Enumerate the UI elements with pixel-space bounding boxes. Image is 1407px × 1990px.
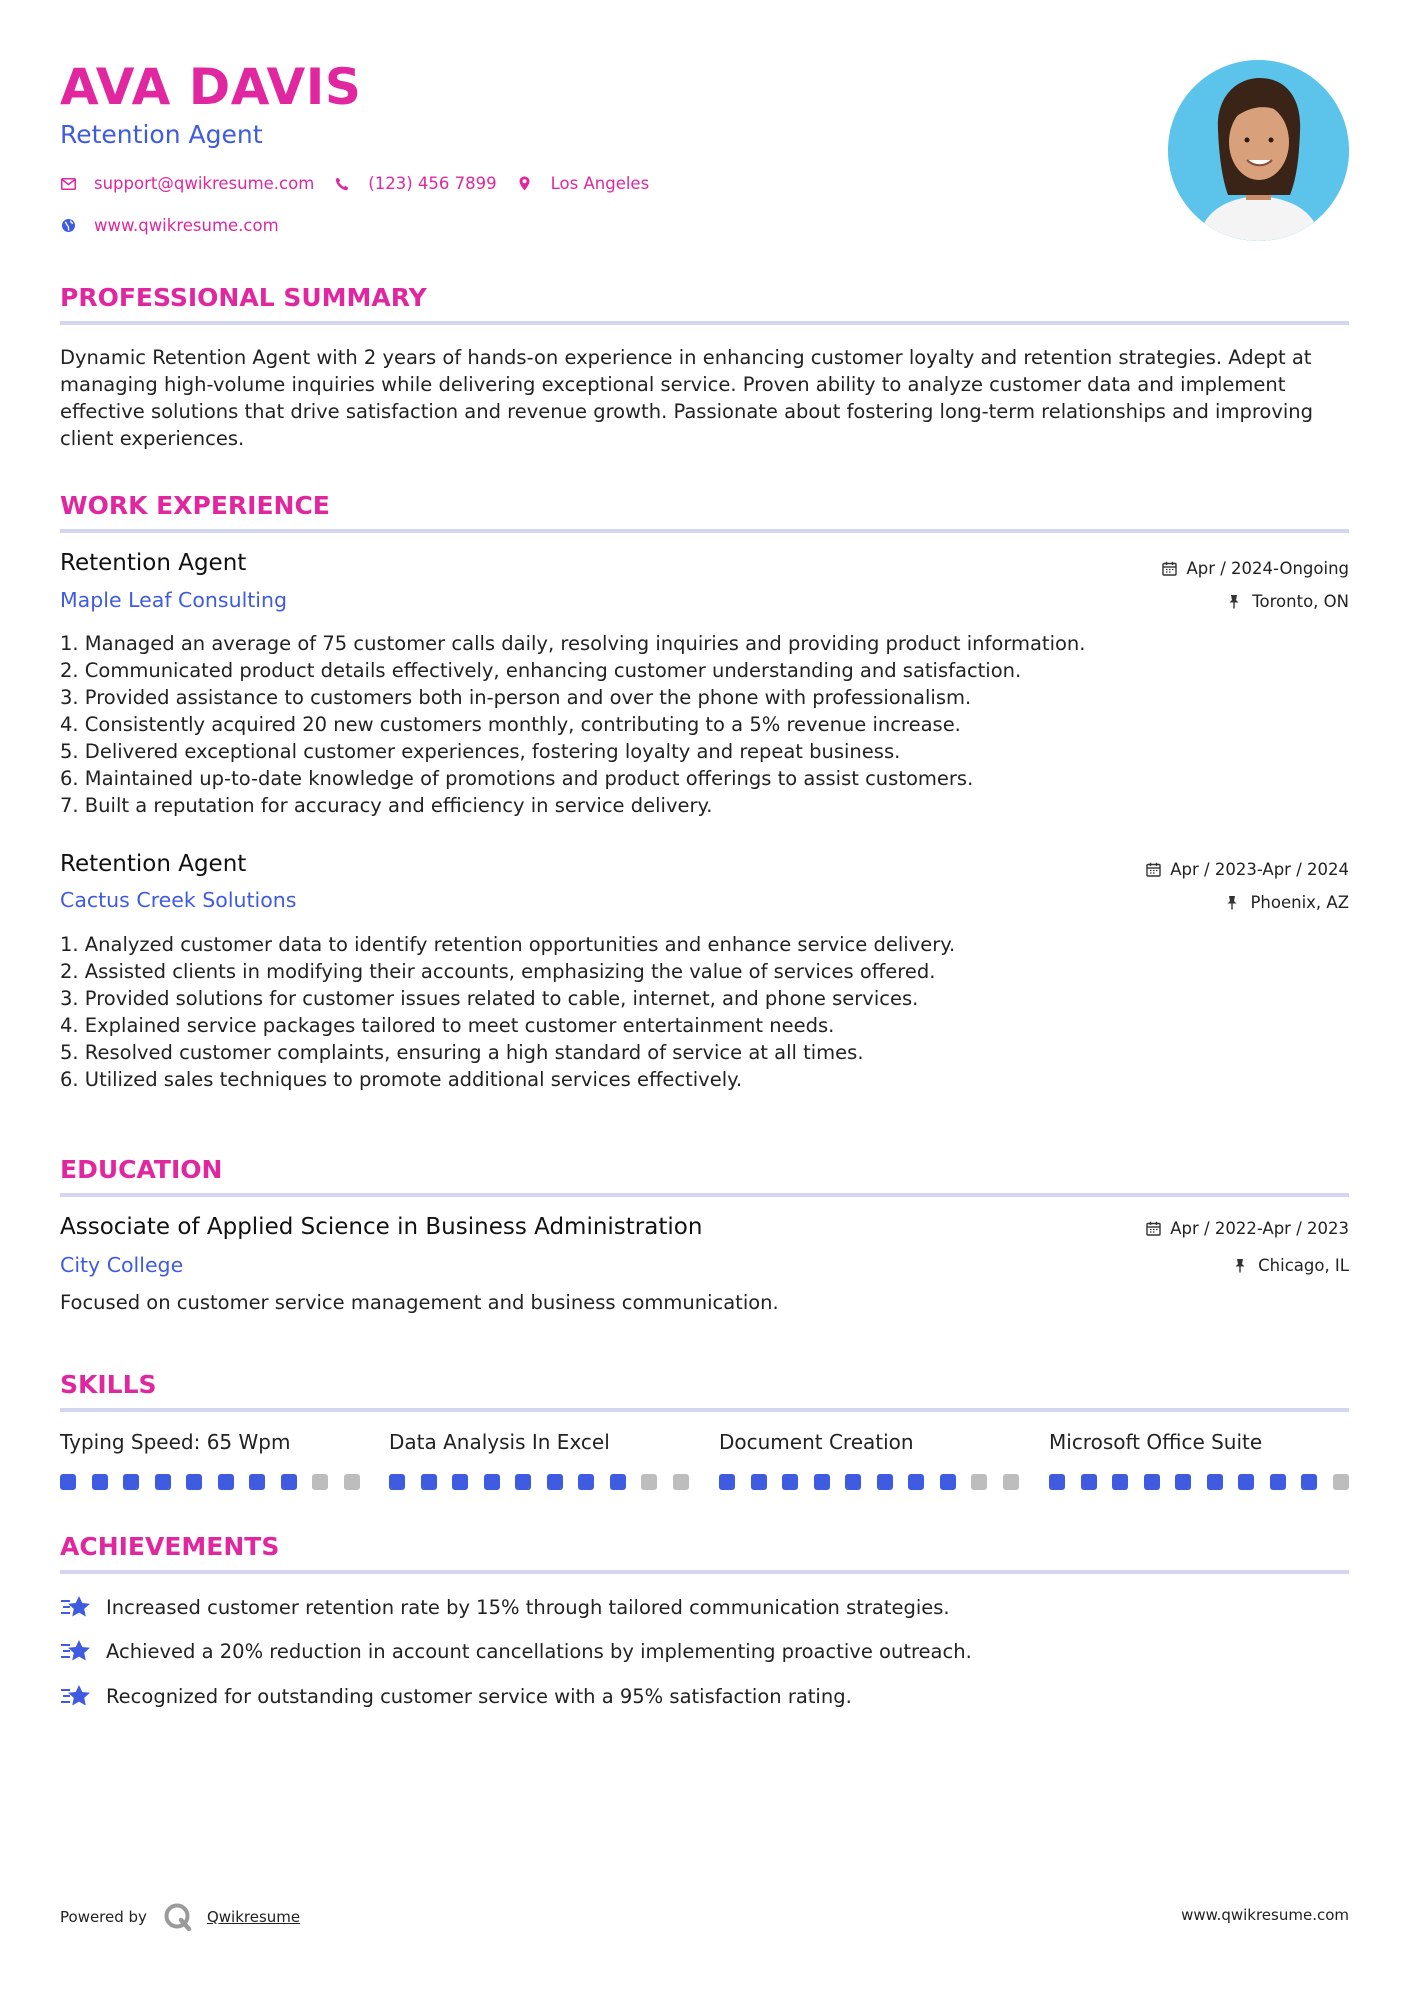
section-divider: [60, 1408, 1349, 1412]
footer-url[interactable]: www.qwikresume.com: [1181, 1906, 1349, 1924]
globe-icon: [60, 218, 76, 234]
rating-dot-filled: [92, 1474, 108, 1490]
envelope-icon: [60, 176, 76, 192]
rating-dot-empty: [1003, 1474, 1019, 1490]
section-divider: [60, 1193, 1349, 1197]
rating-dot-filled: [814, 1474, 830, 1490]
section-title-skills: SKILLS: [60, 1370, 157, 1399]
rating-dot-empty: [971, 1474, 987, 1490]
job-location-text: Phoenix, AZ: [1250, 893, 1349, 912]
rating-dot-filled: [908, 1474, 924, 1490]
education-location-text: Chicago, IL: [1258, 1256, 1349, 1275]
education-location: [1234, 1256, 1349, 1275]
rating-dot-filled: [281, 1474, 297, 1490]
location-text: Los Angeles: [550, 174, 650, 193]
list-item: 5. Delivered exceptional customer experiences, fostering loyalty and repeat business.: [60, 740, 901, 763]
achievement-item: [60, 1682, 852, 1710]
rating-dot-filled: [60, 1474, 76, 1490]
list-item: 3. Provided solutions for customer issues related to cable, internet, and phone services.: [60, 987, 919, 1010]
rating-dot-filled: [421, 1474, 437, 1490]
rating-dot-filled: [389, 1474, 405, 1490]
job-duties: [60, 931, 1350, 1093]
job-dates: [1162, 559, 1349, 578]
section-title-summary: PROFESSIONAL SUMMARY: [60, 283, 427, 312]
job-company: Maple Leaf Consulting: [60, 588, 288, 612]
education-school: City College: [60, 1253, 184, 1277]
list-item: 4. Explained service packages tailored to meet customer entertainment needs.: [60, 1014, 835, 1037]
map-pin-icon: [517, 176, 533, 192]
education-degree: Associate of Applied Science in Business Administration: [60, 1214, 703, 1240]
achievement-text: Achieved a 20% reduction in account cancellations by implementing proactive outreach.: [106, 1639, 972, 1663]
rating-dot-filled: [1301, 1474, 1317, 1490]
skill-item: [1049, 1430, 1349, 1490]
skill-name: Document Creation: [719, 1430, 914, 1454]
contact-row: [60, 174, 669, 193]
list-item: 1. Analyzed customer data to identify retention opportunities and enhance service delivery.: [60, 933, 956, 956]
skill-name: Typing Speed: 65 Wpm: [60, 1430, 291, 1454]
achievement-item: [60, 1593, 950, 1621]
rating-dot-empty: [312, 1474, 328, 1490]
rating-dot-filled: [186, 1474, 202, 1490]
job-duties: [60, 630, 1350, 819]
pushpin-icon: [1234, 1258, 1250, 1274]
rating-dot-filled: [1144, 1474, 1160, 1490]
star-icon: [60, 1682, 92, 1710]
job-title: Retention Agent: [60, 851, 247, 877]
skill-rating: [60, 1474, 360, 1490]
qwikresume-link[interactable]: Qwikresume: [206, 1908, 301, 1926]
skill-rating: [1049, 1474, 1349, 1490]
education-dates: [1146, 1219, 1349, 1238]
list-item: 3. Provided assistance to customers both in-person and over the phone with professionalism.: [60, 686, 972, 709]
list-item: 6. Utilized sales techniques to promote additional services effectively.: [60, 1068, 743, 1091]
section-divider: [60, 1570, 1349, 1574]
skill-rating: [719, 1474, 1019, 1490]
rating-dot-empty: [344, 1474, 360, 1490]
skill-name: Microsoft Office Suite: [1049, 1430, 1263, 1454]
contact-row-website: [60, 216, 299, 235]
list-item: 6. Maintained up-to-date knowledge of promotions and product offerings to assist customers.: [60, 767, 974, 790]
star-icon: [60, 1637, 92, 1665]
job-location: [1228, 592, 1349, 611]
rating-dot-filled: [1081, 1474, 1097, 1490]
candidate-name: AVA DAVIS: [60, 58, 362, 116]
section-title-achievements: ACHIEVEMENTS: [60, 1532, 280, 1561]
rating-dot-filled: [845, 1474, 861, 1490]
skill-item: [719, 1430, 1019, 1490]
rating-dot-empty: [1333, 1474, 1349, 1490]
pushpin-icon: [1228, 594, 1244, 610]
rating-dot-filled: [1175, 1474, 1191, 1490]
rating-dot-filled: [452, 1474, 468, 1490]
achievement-item: [60, 1637, 972, 1665]
list-item: 1. Managed an average of 75 customer calls daily, resolving inquiries and providing product information.: [60, 632, 1086, 655]
rating-dot-filled: [610, 1474, 626, 1490]
rating-dot-empty: [641, 1474, 657, 1490]
contact-website[interactable]: [60, 216, 279, 235]
list-item: 7. Built a reputation for accuracy and efficiency in service delivery.: [60, 794, 713, 817]
skill-item: [389, 1430, 689, 1490]
star-icon: [60, 1593, 92, 1621]
candidate-role: Retention Agent: [60, 120, 263, 149]
skill-item: [60, 1430, 360, 1490]
rating-dot-filled: [1049, 1474, 1065, 1490]
education-description: Focused on customer service management and business communication.: [60, 1291, 779, 1314]
rating-dot-filled: [877, 1474, 893, 1490]
contact-email[interactable]: [60, 174, 314, 193]
contact-location: [517, 174, 650, 193]
profile-photo: [1168, 60, 1349, 241]
rating-dot-filled: [751, 1474, 767, 1490]
qwikresume-logo-icon: [163, 1902, 193, 1932]
education-dates-text: Apr / 2022-Apr / 2023: [1170, 1219, 1349, 1238]
job-dates-text: Apr / 2024-Ongoing: [1186, 559, 1349, 578]
rating-dot-filled: [1270, 1474, 1286, 1490]
section-divider: [60, 529, 1349, 533]
section-divider: [60, 321, 1349, 325]
calendar-icon: [1146, 862, 1162, 878]
calendar-icon: [1146, 1221, 1162, 1237]
rating-dot-empty: [673, 1474, 689, 1490]
summary-text: Dynamic Retention Agent with 2 years of hands-on experience in enhancing customer loyalty and retention strategies. Adept at managing high-volume inquiries while delivering exceptional service. Proven ability to analyze customer data and implement effective solutions that drive satisfaction and revenue growth. Passionate about fostering long-term relationships and improving client experiences.: [60, 346, 1314, 450]
list-item: 4. Consistently acquired 20 new customers monthly, contributing to a 5% revenue increase.: [60, 713, 961, 736]
rating-dot-filled: [123, 1474, 139, 1490]
phone-icon: [334, 176, 350, 192]
rating-dot-filled: [719, 1474, 735, 1490]
list-item: 2. Assisted clients in modifying their accounts, emphasizing the value of services offered.: [60, 960, 936, 983]
contact-phone[interactable]: [334, 174, 496, 193]
job-title: Retention Agent: [60, 550, 247, 576]
rating-dot-filled: [940, 1474, 956, 1490]
job-location: [1226, 893, 1349, 912]
job-company: Cactus Creek Solutions: [60, 888, 297, 912]
list-item: 2. Communicated product details effectively, enhancing customer understanding and satisfaction.: [60, 659, 1022, 682]
powered-by-label: Powered by: [60, 1908, 147, 1926]
achievement-text: Increased customer retention rate by 15% through tailored communication strategies.: [106, 1595, 950, 1619]
skill-name: Data Analysis In Excel: [389, 1430, 610, 1454]
rating-dot-filled: [218, 1474, 234, 1490]
job-dates-text: Apr / 2023-Apr / 2024: [1170, 860, 1349, 879]
rating-dot-filled: [782, 1474, 798, 1490]
email-text: support@qwikresume.com: [94, 174, 315, 193]
rating-dot-filled: [547, 1474, 563, 1490]
achievement-text: Recognized for outstanding customer service with a 95% satisfaction rating.: [106, 1684, 852, 1708]
website-text: www.qwikresume.com: [94, 216, 279, 235]
skill-rating: [389, 1474, 689, 1490]
section-title-experience: WORK EXPERIENCE: [60, 491, 330, 520]
rating-dot-filled: [484, 1474, 500, 1490]
rating-dot-filled: [1238, 1474, 1254, 1490]
footer-powered-by: [60, 1902, 300, 1932]
rating-dot-filled: [155, 1474, 171, 1490]
phone-text: (123) 456 7899: [368, 174, 497, 193]
rating-dot-filled: [1207, 1474, 1223, 1490]
rating-dot-filled: [249, 1474, 265, 1490]
pushpin-icon: [1226, 895, 1242, 911]
rating-dot-filled: [578, 1474, 594, 1490]
job-location-text: Toronto, ON: [1252, 592, 1349, 611]
list-item: 5. Resolved customer complaints, ensuring a high standard of service at all times.: [60, 1041, 864, 1064]
rating-dot-filled: [515, 1474, 531, 1490]
rating-dot-filled: [1112, 1474, 1128, 1490]
job-dates: [1146, 860, 1349, 879]
calendar-icon: [1162, 561, 1178, 577]
section-title-education: EDUCATION: [60, 1155, 223, 1184]
